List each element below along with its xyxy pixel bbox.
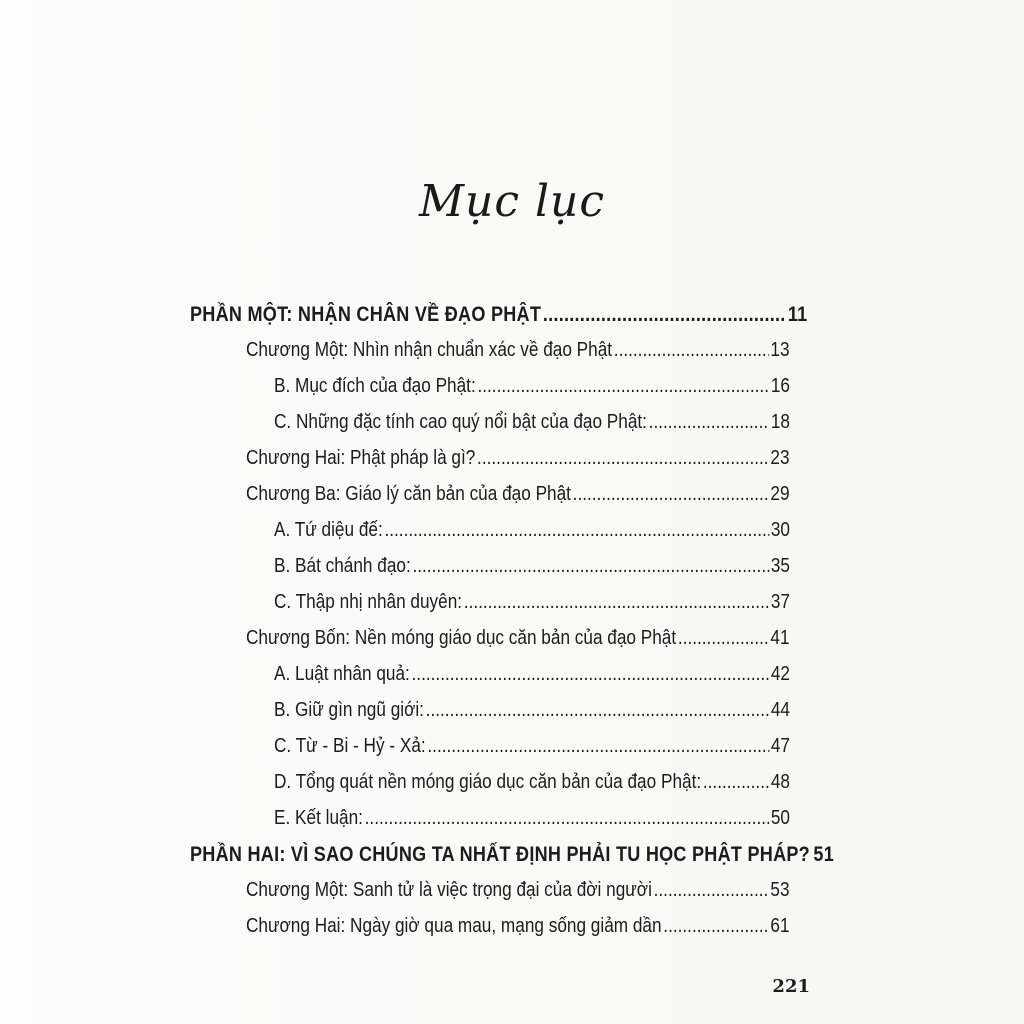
toc-entry-section — [274, 519, 790, 555]
toc-entry-label: PHẦN HAI: VÌ SAO CHÚNG TA NHẤT ĐỊNH PHẢI TU HỌC PHẬT PHÁP? — [190, 843, 810, 866]
toc-entry-label: E. Kết luận: — [274, 807, 363, 829]
toc-entry-section — [274, 699, 790, 735]
leader-dots — [663, 915, 768, 938]
toc-entry-page: 29 — [770, 483, 790, 505]
leader-dots — [477, 375, 769, 398]
toc-entry-label: Chương Bốn: Nền móng giáo dục căn bản của đạo Phật — [246, 627, 677, 649]
leader-dots — [573, 483, 769, 506]
toc-entry-chapter — [246, 483, 790, 519]
toc-entry-label: C. Từ - Bi - Hỷ - Xả: — [274, 735, 426, 757]
leader-dots — [365, 807, 769, 830]
toc-entry-label: Chương Hai: Ngày giờ qua mau, mạng sống giảm dần — [246, 915, 662, 937]
toc-entry-label: C. Thập nhị nhân duyên: — [274, 591, 463, 613]
toc-entry-page: 44 — [770, 699, 790, 721]
toc-entry-page: 47 — [770, 735, 790, 757]
leader-dots — [412, 663, 770, 686]
toc-entry-section — [274, 555, 790, 591]
toc-entry-page: 18 — [770, 411, 790, 433]
leader-dots — [426, 699, 769, 722]
toc-entry-section — [274, 663, 790, 699]
leader-dots — [477, 447, 769, 470]
leader-dots — [427, 735, 769, 758]
toc-entry-part — [190, 843, 835, 879]
toc-entry-page: 53 — [770, 879, 790, 901]
toc-entry-page: 30 — [770, 519, 790, 541]
toc-entry-section — [274, 591, 790, 627]
toc-entry-label: Chương Hai: Phật pháp là gì? — [246, 447, 476, 469]
toc-entry-part — [190, 303, 807, 339]
leader-dots — [649, 411, 769, 434]
toc-entry-label: B. Giữ gìn ngũ giới: — [274, 699, 424, 721]
toc-entry-label: PHẦN MỘT: NHẬN CHÂN VỀ ĐẠO PHẬT — [190, 303, 542, 326]
toc-entry-page: 50 — [770, 807, 790, 829]
toc-entry-chapter — [246, 879, 790, 915]
toc-entry-page: 16 — [770, 375, 790, 397]
toc-entry-label: C. Những đặc tính cao quý nổi bật của đạo Phật: — [274, 411, 647, 433]
toc-entry-chapter — [246, 447, 790, 483]
toc-entry-page: 13 — [770, 339, 790, 361]
toc-entry-section — [274, 375, 790, 411]
leader-dots — [614, 339, 769, 362]
leader-dots — [412, 555, 769, 578]
toc-entry-label: Chương Một: Nhìn nhận chuẩn xác về đạo Phật — [246, 339, 613, 361]
toc-entry-section — [274, 411, 790, 447]
toc-entry-label: B. Mục đích của đạo Phật: — [274, 375, 476, 397]
page-title: Mục lục — [418, 176, 606, 227]
toc-entry-label: B. Bát chánh đạo: — [274, 555, 411, 577]
toc-entry-page: 35 — [770, 555, 790, 577]
toc-entry-page: 37 — [770, 591, 790, 613]
toc-entry-label: A. Luật nhân quả: — [274, 663, 410, 685]
leader-dots — [384, 519, 769, 542]
leader-dots — [678, 627, 769, 650]
toc-entry-label: Chương Ba: Giáo lý căn bản của đạo Phật — [246, 483, 571, 505]
toc-entry-page: 23 — [770, 447, 790, 469]
toc-entry-section — [274, 735, 790, 771]
toc-entry-label: Chương Một: Sanh tử là việc trọng đại của đời người — [246, 879, 652, 901]
leader-dots — [543, 303, 786, 327]
leader-dots — [703, 771, 769, 794]
toc-entry-section — [274, 771, 790, 807]
toc-entry-chapter — [246, 915, 790, 951]
toc-entry-label: D. Tổng quát nền móng giáo dục căn bản của đạo Phật: — [274, 771, 702, 793]
toc-entry-chapter — [246, 339, 790, 375]
toc-entry-section — [274, 807, 790, 843]
leader-dots — [464, 591, 769, 614]
page-number: 221 — [772, 976, 810, 997]
toc-entry-page: 11 — [787, 303, 808, 326]
leader-dots — [654, 879, 769, 902]
toc-entry-page: 61 — [770, 915, 790, 937]
toc-entry-page: 48 — [770, 771, 790, 793]
toc-entry-page: 42 — [770, 663, 790, 685]
toc-entry-label: A. Tứ diệu đế: — [274, 519, 383, 541]
toc-entry-chapter — [246, 627, 790, 663]
toc-entry-page: 51 — [813, 843, 835, 866]
toc-entry-page: 41 — [770, 627, 790, 649]
